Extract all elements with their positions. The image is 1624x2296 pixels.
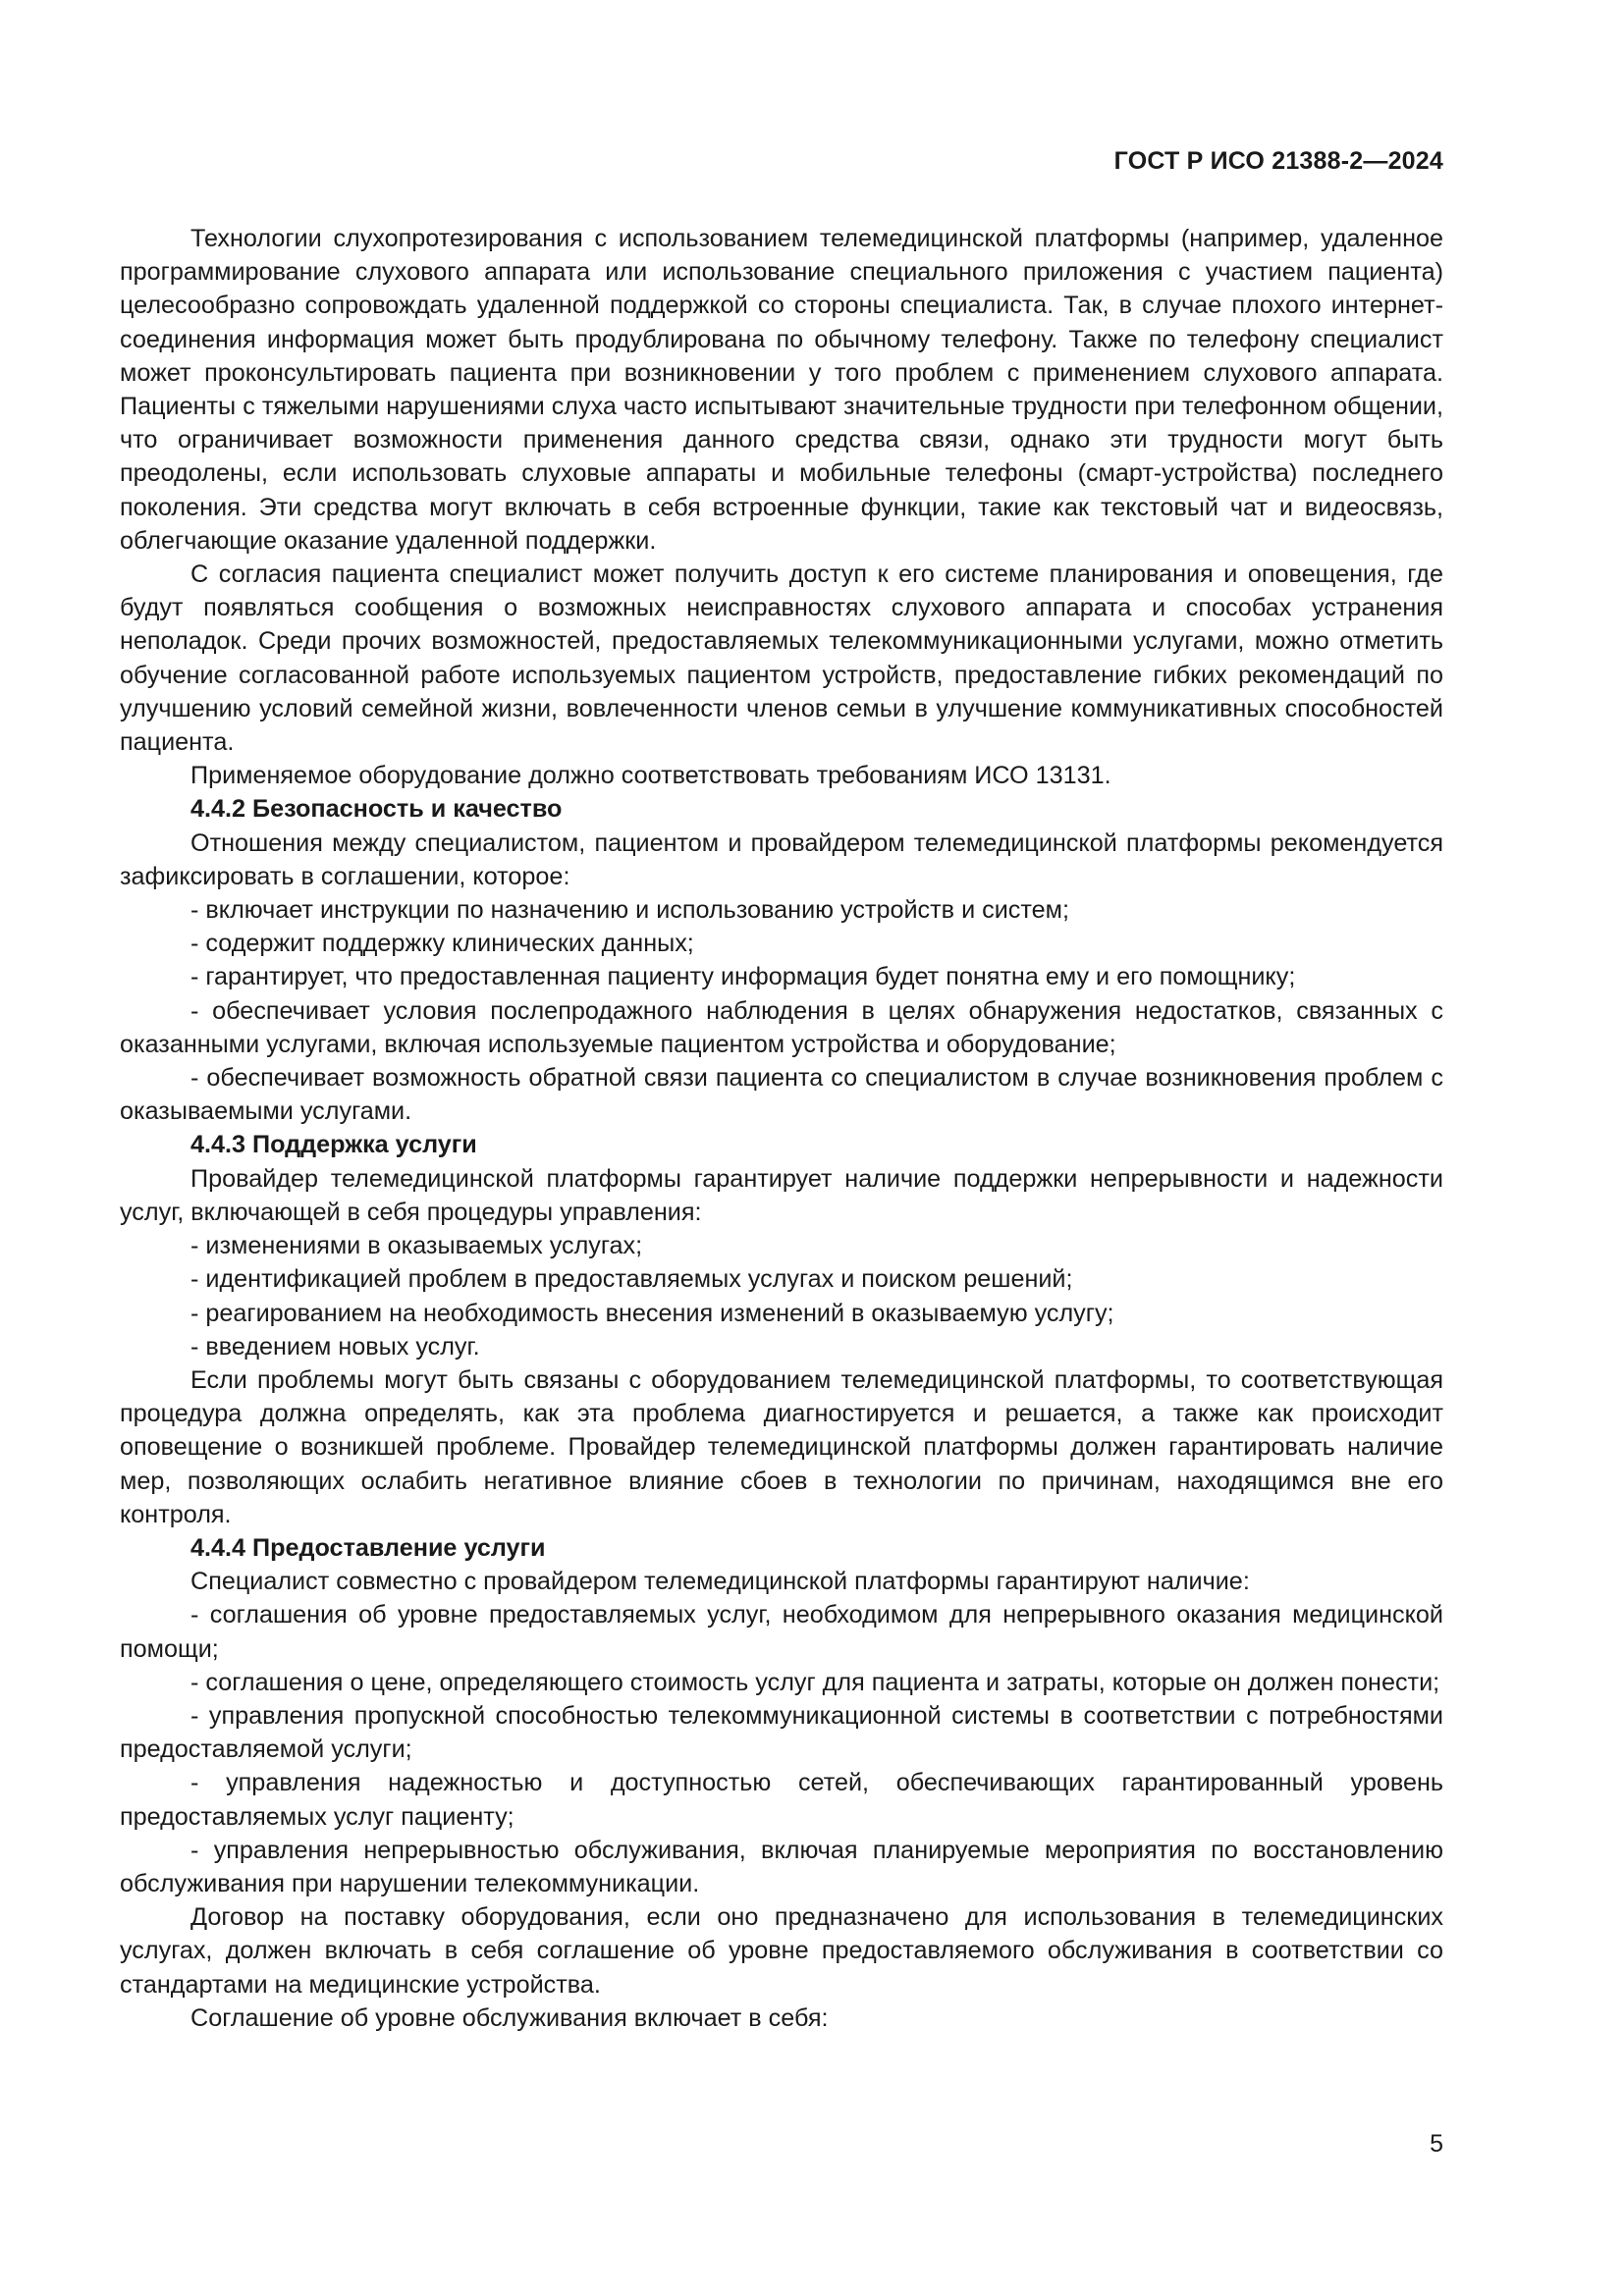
section-heading: 4.4.2 Безопасность и качество (190, 795, 563, 824)
paragraph: Технологии слухопротезирования с использованием телемедицинской платформы (например, удаленное программирование слухового аппарата или использование специального приложения с участием пациента) целесообразно сопровождать удаленной поддержкой со стороны специалиста. Так, в случае плохого интернет-соединения информация может быть продублирована по обычному телефону. Также по телефону специалист может проконсультировать пациента при возникновении у того проблем с применением слухового аппарата. Пациенты с тяжелыми нарушениями слуха часто испытывают значительные трудности при телефонном общении, что ограничивает возможности применения данного средства связи, однако эти трудности могут быть преодолены, если использовать слуховые аппараты и мобильные телефоны (смарт-устройства) последнего поколения. Эти средства могут включать в себя встроенные функции, такие как текстовый чат и видеосвязь, облегчающие оказание удаленной поддержки. (120, 225, 1443, 555)
page-number: 5 (1430, 2130, 1443, 2158)
list-item: - управления непрерывностью обслуживания, включая планируемые мероприятия по восстановлению обслуживания при нарушении телекоммуникации. (120, 1836, 1443, 1897)
list-item: - включает инструкции по назначению и использованию устройств и систем; (190, 896, 1069, 925)
section-heading: 4.4.4 Предоставление услуги (190, 1533, 546, 1562)
list-item: - обеспечивает возможность обратной связи пациента со специалистом в случае возникновения проблем с оказываемыми услугами. (120, 1064, 1443, 1126)
document-body (120, 222, 1443, 2035)
list-item: - идентификацией проблем в предоставляемых услугах и поиском решений; (190, 1265, 1073, 1294)
paragraph: С согласия пациента специалист может получить доступ к его системе планирования и оповещения, где будут появляться сообщения о возможных неисправностях слухового аппарата и способах устранения неполадок. Среди прочих возможностей, предоставляемых телекоммуникационными услугами, можно отметить обучение согласованной работе используемых пациентом устройств, предоставление гибких рекомендаций по улучшению условий семейной жизни, вовлеченности членов семьи в улучшение коммуникативных способностей пациента. (120, 561, 1443, 757)
paragraph: Отношения между специалистом, пациентом и провайдером телемедицинской платформы рекомендуется зафиксировать в соглашении, которое: (120, 828, 1443, 890)
list-item: - соглашения об уровне предоставляемых услуг, необходимом для непрерывного оказания медицинской помощи; (120, 1601, 1443, 1663)
list-item: - управления пропускной способностью телекоммуникационной системы в соответствии с потребностями предоставляемой услуги; (120, 1701, 1443, 1764)
paragraph: Провайдер телемедицинской платформы гарантирует наличие поддержки непрерывности и надежности услуг, включающей в себя процедуры управления: (120, 1164, 1443, 1226)
section-heading: 4.4.3 Поддержка услуги (190, 1131, 477, 1159)
list-item: - управления надежностью и доступностью сетей, обеспечивающих гарантированный уровень предоставляемых услуг пациенту; (120, 1769, 1443, 1831)
list-item: - изменениями в оказываемых услугах; (190, 1232, 643, 1260)
list-item: - введением новых услуг. (190, 1332, 480, 1361)
paragraph: Если проблемы могут быть связаны с оборудованием телемедицинской платформы, то соответствующая процедура должна определять, как эта проблема диагностируется и решается, а также как происходит оповещение о возникшей проблеме. Провайдер телемедицинской платформы должен гарантировать наличие мер, позволяющих ослабить негативное влияние сбоев в технологии по причинам, находящимся вне его контроля. (120, 1365, 1443, 1528)
standard-code-header: ГОСТ Р ИСО 21388-2—2024 (1113, 147, 1443, 175)
paragraph: Специалист совместно с провайдером телемедицинской платформы гарантируют наличие: (190, 1568, 1250, 1596)
list-item: - обеспечивает условия послепродажного наблюдения в целях обнаружения недостатков, связанных с оказанными услугами, включая используемые пациентом устройства и оборудование; (120, 996, 1443, 1058)
list-item: - гарантирует, что предоставленная пациенту информация будет понятна ему и его помощнику; (190, 963, 1296, 991)
list-item: - содержит поддержку клинических данных; (190, 930, 694, 958)
paragraph: Применяемое оборудование должно соответствовать требованиям ИСО 13131. (190, 762, 1111, 790)
paragraph: Соглашение об уровне обслуживания включает в себя: (190, 2003, 829, 2032)
list-item: - соглашения о цене, определяющего стоимость услуг для пациента и затраты, которые он должен понести; (190, 1668, 1440, 1696)
paragraph: Договор на поставку оборудования, если оно предназначено для использования в телемедицинских услугах, должен включать в себя соглашение об уровне предоставляемого обслуживания в соответствии со стандартами на медицинские устройства. (120, 1903, 1443, 1999)
list-item: - реагированием на необходимость внесения изменений в оказываемую услугу; (190, 1299, 1114, 1327)
